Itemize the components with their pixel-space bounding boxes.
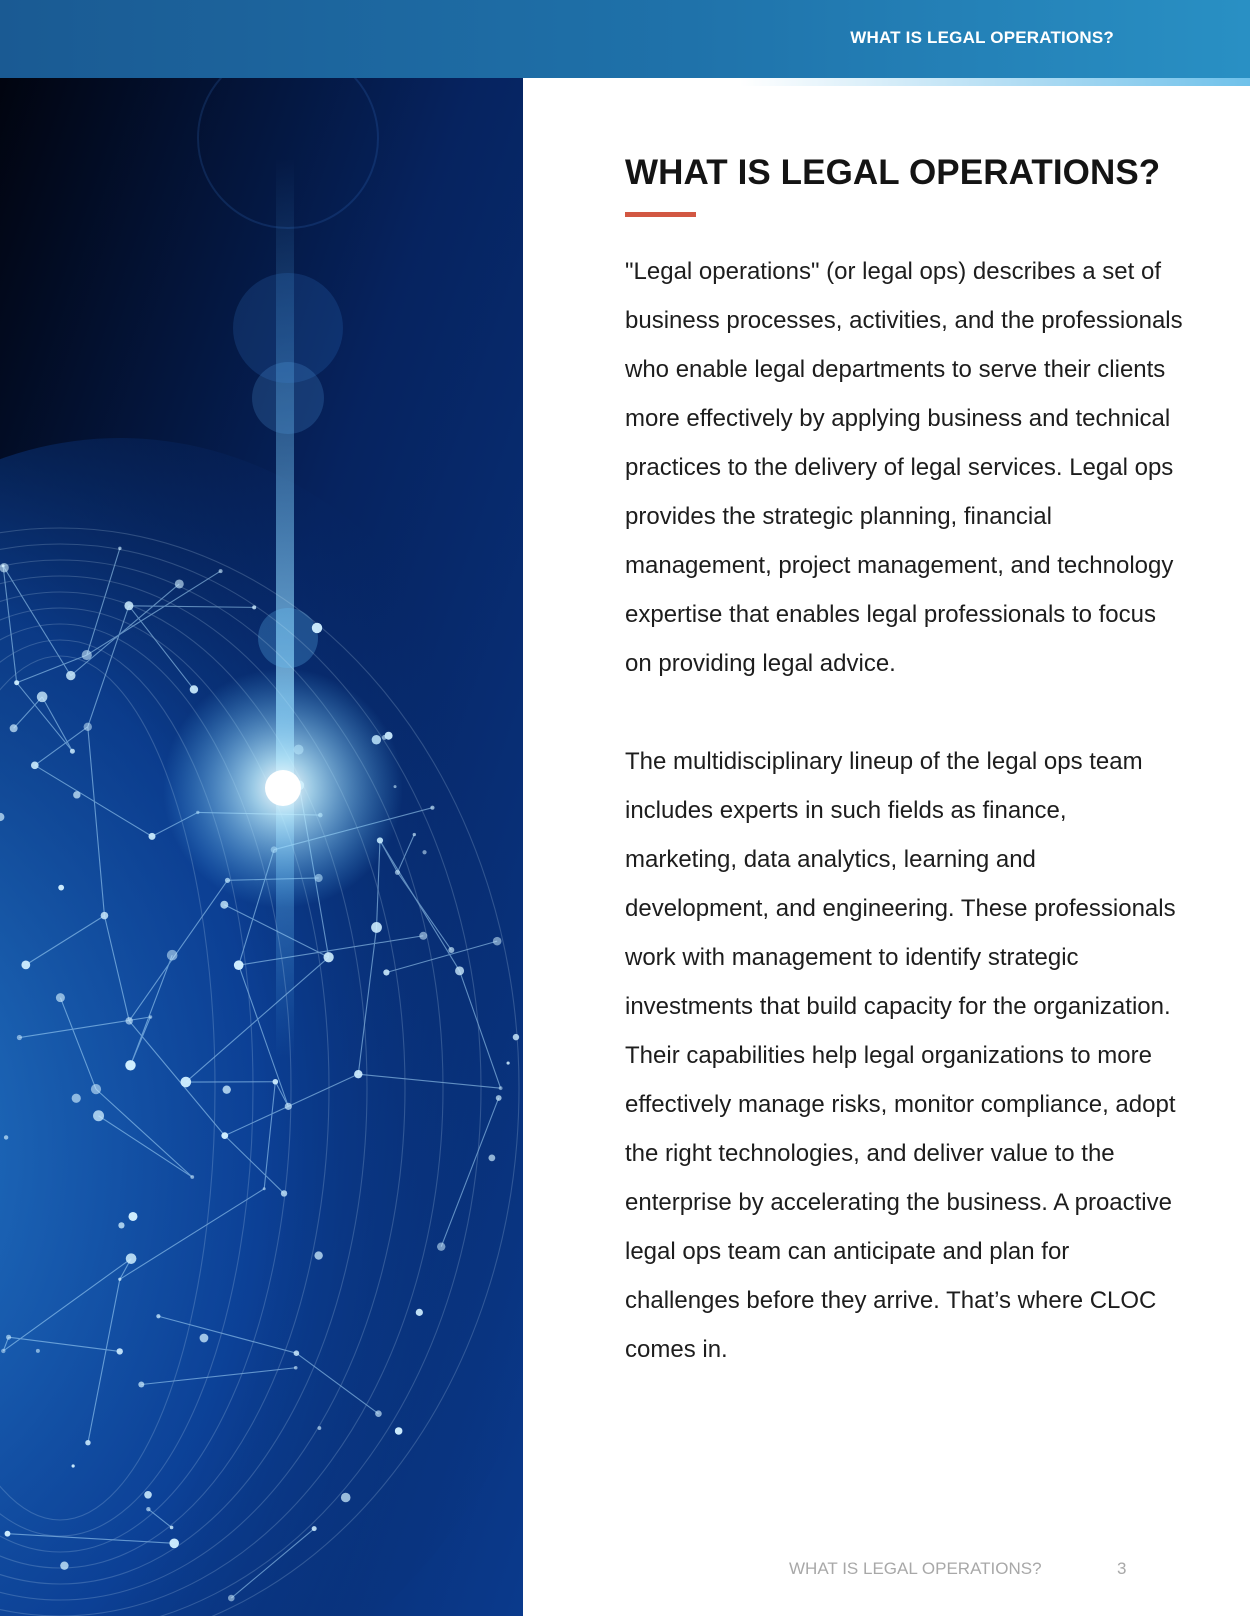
- globe-network-icon: [0, 78, 523, 1616]
- page-title: WHAT IS LEGAL OPERATIONS?: [625, 153, 1161, 192]
- page-number: 3: [1117, 1559, 1127, 1578]
- header-accent-stripe: [740, 78, 1250, 86]
- header-bar: [0, 0, 1250, 78]
- body-paragraph-1: "Legal operations" (or legal ops) describes a set of business processes, activities, and the professionals who enable legal departments to serve their clients more effectively by applying business and technical practices to the delivery of legal services. Legal ops provides the strategic planning, financial management, project management, and technology expertise that enables legal professionals to focus on providing legal advice.: [625, 258, 1183, 677]
- footer-section-label: WHAT IS LEGAL OPERATIONS?: [789, 1559, 1042, 1578]
- header-title: WHAT IS LEGAL OPERATIONS?: [850, 28, 1114, 47]
- main-content: [625, 150, 1185, 1374]
- title-accent-rule: [625, 212, 696, 217]
- body-paragraph-2: The multidisciplinary lineup of the legal ops team includes experts in such fields as finance, marketing, data analytics, learning and development, and engineering. These professionals work with management to identify strategic investments that build capacity for the organization. Their capabilities help legal organizations to more effectively manage risks, monitor compliance, adopt the right technologies, and deliver value to the enterprise by accelerating the business. A proactive legal ops team can anticipate and plan for challenges before they arrive. That’s where CLOC comes in.: [625, 748, 1176, 1363]
- hero-image: [0, 78, 523, 1616]
